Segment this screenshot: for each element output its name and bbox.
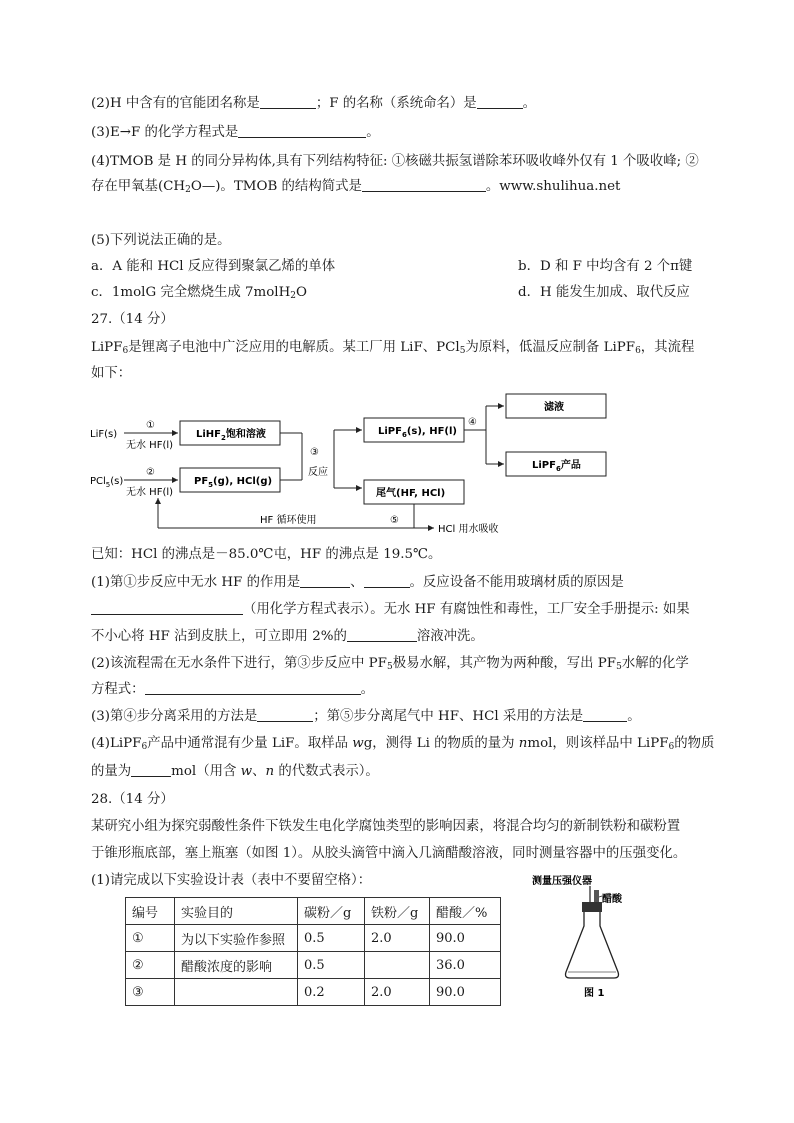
answer-blank[interactable] bbox=[238, 123, 366, 138]
answer-blank[interactable] bbox=[583, 707, 627, 722]
option-c[interactable]: c．1molG 完全燃烧生成 7molH$_2$O bbox=[91, 285, 307, 301]
label-acetic-acid: 醋酸 bbox=[602, 894, 622, 905]
experiment-table bbox=[125, 897, 501, 1006]
stopper bbox=[582, 902, 602, 912]
hcl-absorb-label: HCl 用水吸收 bbox=[438, 524, 499, 535]
input-pcl5: PCl$_5$(s) bbox=[90, 476, 124, 489]
step1-label: ① bbox=[146, 420, 155, 431]
answer-blank[interactable] bbox=[145, 680, 361, 695]
input-lif: LiF(s) bbox=[90, 429, 118, 440]
figure-1-flask bbox=[530, 872, 670, 1002]
table-cell-blank[interactable] bbox=[365, 952, 430, 979]
table-cell: 36.0 bbox=[430, 952, 501, 979]
table-header-cell: 铁粉／g bbox=[365, 898, 430, 925]
option-a[interactable]: a．A 能和 HCl 反应得到聚氯乙烯的单体 bbox=[91, 259, 336, 274]
box-pf5-hcl-text: $PF_5(g)$, HCl(g) bbox=[194, 476, 273, 489]
option-b[interactable]: b．D 和 F 中均含有 2 个π键 bbox=[518, 259, 693, 274]
react-label: 反应 bbox=[308, 467, 328, 478]
table-header-cell: 编号 bbox=[126, 898, 175, 925]
table-header-cell: 碳粉／g bbox=[298, 898, 365, 925]
recycle-label: HF 循环使用 bbox=[260, 515, 317, 526]
table-cell: 0.5 bbox=[298, 925, 365, 952]
step2-label: ② bbox=[146, 467, 155, 478]
box-tail-gas-text: 尾气(HF, HCl) bbox=[376, 488, 446, 499]
anhydrous-hf-label: 无水 HF(l) bbox=[126, 487, 174, 498]
table-cell: 0.5 bbox=[298, 952, 365, 979]
subscript: 2 bbox=[185, 185, 191, 195]
answer-blank[interactable] bbox=[362, 177, 486, 192]
q26-part4-line2: 存在甲氧基$(CH_2O—)$。TMOB 的结构简式是 。www.shulihua.net bbox=[91, 179, 621, 195]
step3-label: ③ bbox=[310, 447, 319, 458]
dropper bbox=[594, 890, 599, 902]
figure-caption: 图 1 bbox=[584, 988, 605, 999]
q26-part2-line: (2)H 中含有的官能团名称是 ；F 的名称（系统命名）是 。 bbox=[91, 96, 537, 111]
table-cell: 2.0 bbox=[365, 925, 430, 952]
q26-part5-line: (5)下列说法正确的是。 bbox=[91, 233, 231, 248]
q27-header: 27.（14 分） bbox=[91, 312, 174, 327]
flow-chart bbox=[88, 392, 628, 542]
table-row bbox=[126, 979, 501, 1006]
q27-part1-line1: (1)第①步反应中无水 HF 的作用是 、 。反应设备不能用玻璃材质的原因是 bbox=[91, 575, 624, 590]
box-lihf2-text: LiHF$_2$饱和溶液 bbox=[196, 429, 266, 442]
answer-blank[interactable] bbox=[364, 573, 410, 588]
q27-part4-line2: 的量为 mol（用含 w、n 的代数式表示）。 bbox=[91, 764, 379, 779]
q26-part4-line1: (4)TMOB 是 H 的同分异构体,具有下列结构特征: ①核磁共振氢谱除苯环吸收峰外仅有 1 个吸收峰; ② bbox=[91, 154, 699, 169]
q27-part2-line1: (2)该流程需在无水条件下进行，第③步反应中 $PF_5$极易水解，其产物为两种酸，写出 $PF_5$水解的化学 bbox=[91, 656, 689, 672]
box-product-text: LiPF$_6$产品 bbox=[532, 460, 581, 473]
q26-options-row1 bbox=[91, 257, 693, 277]
q27-part2-line2: 方程式： 。 bbox=[91, 682, 374, 697]
answer-blank[interactable] bbox=[300, 573, 350, 588]
table-cell: ② bbox=[126, 952, 175, 979]
q26-options-row2 bbox=[91, 283, 690, 303]
table-cell: ③ bbox=[126, 979, 175, 1006]
table-cell: 0.2 bbox=[298, 979, 365, 1006]
anhydrous-hf-label: 无水 HF(l) bbox=[126, 440, 174, 451]
box-lipf6-hf-text: LiPF$_6$(s), HF(l) bbox=[378, 426, 457, 439]
table-header-cell: 实验目的 bbox=[175, 898, 298, 925]
q27-intro-line2: 如下： bbox=[91, 366, 132, 381]
option-d[interactable]: d．H 能发生加成、取代反应 bbox=[518, 285, 690, 300]
q28-intro-line2: 于锥形瓶底部，塞上瓶塞（如图 1）。从胶头滴管中滴入几滴醋酸溶液，同时测量容器中的压强变化。 bbox=[91, 846, 687, 861]
table-cell: ① bbox=[126, 925, 175, 952]
table-row bbox=[126, 925, 501, 952]
answer-blank[interactable] bbox=[260, 94, 316, 109]
step4-label: ④ bbox=[468, 417, 477, 428]
table-cell: 为以下实验作参照 bbox=[175, 925, 298, 952]
q28-part1-line: (1)请完成以下实验设计表（表中不要留空格）： bbox=[91, 873, 372, 888]
q28-header: 28.（14 分） bbox=[91, 792, 174, 807]
answer-blank[interactable] bbox=[477, 94, 523, 109]
q27-part3-line: (3)第④步分离采用的方法是 ；第⑤步分离尾气中 HF、HCl 采用的方法是 。 bbox=[91, 709, 641, 724]
label-pressure-device: 测量压强仪器 bbox=[532, 876, 592, 887]
table-cell: 醋酸浓度的影响 bbox=[175, 952, 298, 979]
table-header-row bbox=[126, 898, 501, 925]
table-row bbox=[126, 952, 501, 979]
flask-body bbox=[566, 912, 619, 978]
q26-part3-line: (3)E→F 的化学方程式是 。 bbox=[91, 125, 380, 140]
answer-blank[interactable] bbox=[91, 600, 243, 615]
table-cell: 90.0 bbox=[430, 979, 501, 1006]
q27-intro-line1: LiPF$_6$是锂离子电池中广泛应用的电解质。某工厂用 LiF、PCl$_5$为原料，低温反应制备 LiPF$_6$，其流程 bbox=[91, 340, 695, 356]
q27-part1-line3: 不小心将 HF 沾到皮肤上，可立即用 2%的 溶液冲洗。 bbox=[91, 629, 484, 644]
q27-part4-line1: (4)LiPF$_6$产品中通常混有少量 LiF。取样品 wg，测得 Li 的物质的量为 nmol，则该样品中 LiPF$_6$的物质 bbox=[91, 736, 715, 752]
table-cell: 2.0 bbox=[365, 979, 430, 1006]
answer-blank[interactable] bbox=[347, 627, 417, 642]
q27-part1-line2: （用化学方程式表示）。无水 HF 有腐蚀性和毒性，工厂安全手册提示: 如果 bbox=[91, 600, 690, 620]
q28-intro-line1: 某研究小组为探究弱酸性条件下铁发生电化学腐蚀类型的影响因素，将混合均匀的新制铁粉和碳粉置 bbox=[91, 819, 681, 834]
answer-blank[interactable] bbox=[257, 707, 313, 722]
table-cell-blank[interactable] bbox=[175, 979, 298, 1006]
step5-label: ⑤ bbox=[390, 515, 399, 526]
table-cell: 90.0 bbox=[430, 925, 501, 952]
box-filtrate-text: 滤液 bbox=[544, 402, 564, 413]
table-header-cell: 醋酸／% bbox=[430, 898, 501, 925]
answer-blank[interactable] bbox=[131, 762, 171, 777]
q27-known: 已知：HCl 的沸点是－85.0℃屯，HF 的沸点是 19.5℃。 bbox=[91, 547, 442, 562]
